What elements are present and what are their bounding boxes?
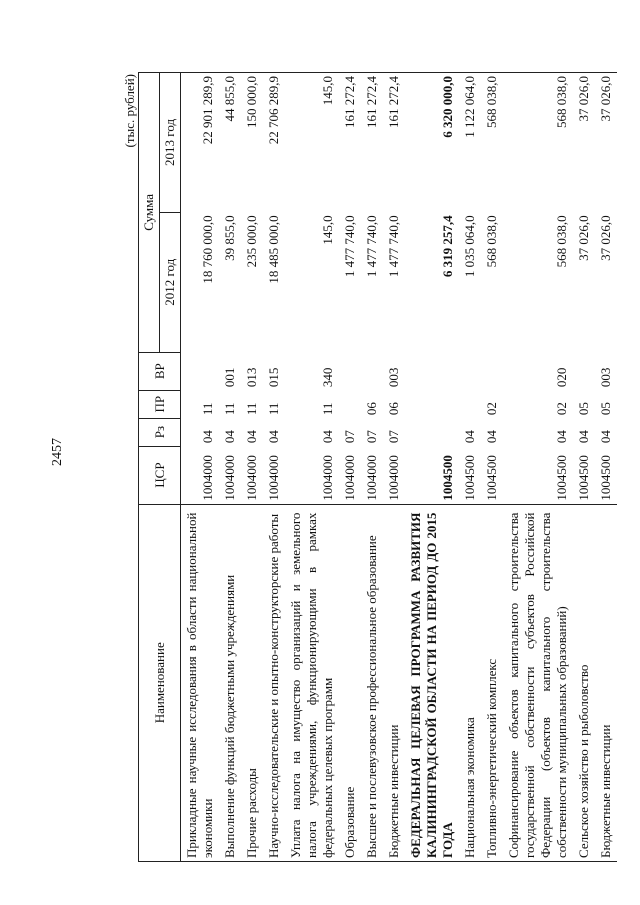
row-vr: 001 [222, 367, 237, 388]
row-pr: 11 [244, 402, 259, 416]
row-sum-2013: 22 901 289,9 [181, 73, 220, 213]
row-pr: 02 [554, 402, 569, 416]
row-sum-2013: 145,0 [285, 73, 339, 213]
row-vr [361, 352, 383, 390]
budget-table [138, 72, 617, 862]
row-name: Высшее и послевузовское профессиональное образование [361, 504, 383, 861]
table-body [181, 73, 618, 862]
row-sum-2013: 161 272,4 [339, 73, 361, 213]
row-sum-2012: 6 319 257,4 [440, 215, 455, 278]
row-pr: 11 [200, 402, 215, 416]
row-rz [405, 418, 459, 446]
row-csr: 1004000 [200, 455, 215, 501]
row-vr: 013 [244, 367, 259, 388]
row-pr: 06 [364, 402, 379, 416]
header-rz: Рз [139, 418, 181, 446]
row-sum-2013: 1 122 064,0 [459, 73, 481, 213]
row-csr: 1004000 [222, 455, 237, 501]
row-csr: 1004500 [576, 455, 591, 501]
row-sum-2013: 568 038,0 [481, 73, 503, 213]
row-name: Образование [339, 504, 361, 861]
table-row [405, 73, 459, 862]
row-rz: 07 [364, 430, 379, 444]
table-row [595, 73, 617, 862]
table-row [383, 73, 405, 862]
row-rz: 04 [266, 430, 281, 444]
header-sum: Сумма [139, 73, 160, 353]
rotated-page-content [120, 72, 640, 862]
table-row [181, 73, 220, 862]
table-row [339, 73, 361, 862]
row-csr: 1004500 [554, 455, 569, 501]
row-pr [459, 390, 481, 418]
row-csr: 1004500 [598, 455, 613, 501]
row-name: Софинансирование объектов капитального строительства государственной собственности субъектов Российской Федерации (объектов капитального строительства собственности муниципальных образований) [503, 504, 573, 861]
row-sum-2012: 235 000,0 [244, 215, 259, 268]
row-sum-2012: 1 477 740,0 [364, 215, 379, 278]
row-csr: 1004000 [320, 455, 335, 501]
row-vr: 015 [266, 367, 281, 388]
table-row [573, 73, 595, 862]
row-rz: 04 [244, 430, 259, 444]
row-sum-2012: 568 038,0 [554, 215, 569, 268]
row-rz: 07 [342, 430, 357, 444]
row-pr: 05 [598, 402, 613, 416]
row-sum-2012: 568 038,0 [484, 215, 499, 268]
row-vr [181, 352, 220, 390]
table-row [219, 73, 241, 862]
row-csr: 1004500 [440, 455, 455, 501]
row-sum-2013: 161 272,4 [383, 73, 405, 213]
header-vr: ВР [139, 352, 181, 390]
table-row [285, 73, 339, 862]
row-vr: 340 [320, 367, 335, 388]
row-rz: 04 [554, 430, 569, 444]
header-name: Наименование [139, 504, 181, 861]
row-sum-2012: 18 760 000,0 [200, 215, 215, 284]
row-name: Топливно-энергетический комплекс [481, 504, 503, 861]
row-sum-2013: 568 038,0 [503, 73, 573, 213]
row-name: Бюджетные инвестиции [595, 504, 617, 861]
row-sum-2013: 150 000,0 [241, 73, 263, 213]
header-2012: 2012 год [160, 212, 181, 352]
row-rz: 04 [200, 430, 215, 444]
row-name: Прикладные научные исследования в области национальной экономики [181, 504, 220, 861]
row-sum-2012: 1 477 740,0 [386, 215, 401, 278]
row-rz: 04 [576, 430, 591, 444]
row-sum-2013: 161 272,4 [361, 73, 383, 213]
row-csr: 1004000 [244, 455, 259, 501]
row-name: Сельское хозяйство и рыболовство [573, 504, 595, 861]
row-pr [339, 390, 361, 418]
row-rz: 07 [386, 430, 401, 444]
row-vr [405, 352, 459, 390]
row-sum-2012: 18 485 000,0 [266, 215, 281, 284]
row-sum-2012: 37 026,0 [576, 215, 591, 261]
row-vr [459, 352, 481, 390]
row-sum-2013: 44 855,0 [219, 73, 241, 213]
row-pr [405, 390, 459, 418]
table-row [263, 73, 285, 862]
row-csr: 1004000 [386, 455, 401, 501]
row-pr: 11 [266, 402, 281, 416]
row-rz: 04 [462, 430, 477, 444]
page-number: 2457 [50, 438, 65, 466]
row-vr: 003 [598, 367, 613, 388]
row-csr: 1004500 [484, 455, 499, 501]
row-rz: 04 [598, 430, 613, 444]
row-sum-2013: 37 026,0 [573, 73, 595, 213]
row-sum-2012: 39 855,0 [222, 215, 237, 261]
row-vr: 020 [554, 367, 569, 388]
row-sum-2012: 145,0 [320, 215, 335, 245]
row-csr: 1004000 [342, 455, 357, 501]
row-pr: 05 [576, 402, 591, 416]
row-csr: 1004000 [266, 455, 281, 501]
row-sum-2013: 22 706 289,9 [263, 73, 285, 213]
unit-label: (тыс. рублей) [122, 74, 137, 148]
row-vr [339, 352, 361, 390]
row-vr [481, 352, 503, 390]
row-pr: 11 [320, 402, 335, 416]
row-pr: 11 [222, 402, 237, 416]
row-name: Уплата налога на имущество организаций и земельного налога учреждениями, функционирующими в рамках федеральных целевых программ [285, 504, 339, 861]
table-row [481, 73, 503, 862]
row-name: ФЕДЕРАЛЬНАЯ ЦЕЛЕВАЯ ПРОГРАММА РАЗВИТИЯ КАЛИНИНГРАДСКОЙ ОБЛАСТИ НА ПЕРИОД ДО 2015 ГОДА [405, 504, 459, 861]
row-name: Национальная экономика [459, 504, 481, 861]
table-row [459, 73, 481, 862]
row-csr: 1004000 [364, 455, 379, 501]
table-row [503, 73, 573, 862]
row-sum-2013: 37 026,0 [595, 73, 617, 213]
header-csr: ЦСР [139, 446, 181, 504]
row-pr: 06 [386, 402, 401, 416]
row-sum-2013: 6 320 000,0 [405, 73, 459, 213]
row-rz: 04 [222, 430, 237, 444]
header-2013: 2013 год [160, 73, 181, 213]
row-vr [573, 352, 595, 390]
row-sum-2012: 1 035 064,0 [462, 215, 477, 278]
row-csr: 1004500 [462, 455, 477, 501]
row-pr: 02 [484, 402, 499, 416]
row-sum-2012: 37 026,0 [598, 215, 613, 261]
row-name: Бюджетные инвестиции [383, 504, 405, 861]
row-name: Выполнение функций бюджетными учреждениями [219, 504, 241, 861]
header-pr: ПР [139, 390, 181, 418]
row-name: Прочие расходы [241, 504, 263, 861]
row-name: Научно-исследовательские и опытно-конструкторские работы [263, 504, 285, 861]
table-row [241, 73, 263, 862]
row-rz: 04 [484, 430, 499, 444]
row-rz: 04 [320, 430, 335, 444]
table-row [361, 73, 383, 862]
row-sum-2012: 1 477 740,0 [342, 215, 357, 278]
row-vr: 003 [386, 367, 401, 388]
